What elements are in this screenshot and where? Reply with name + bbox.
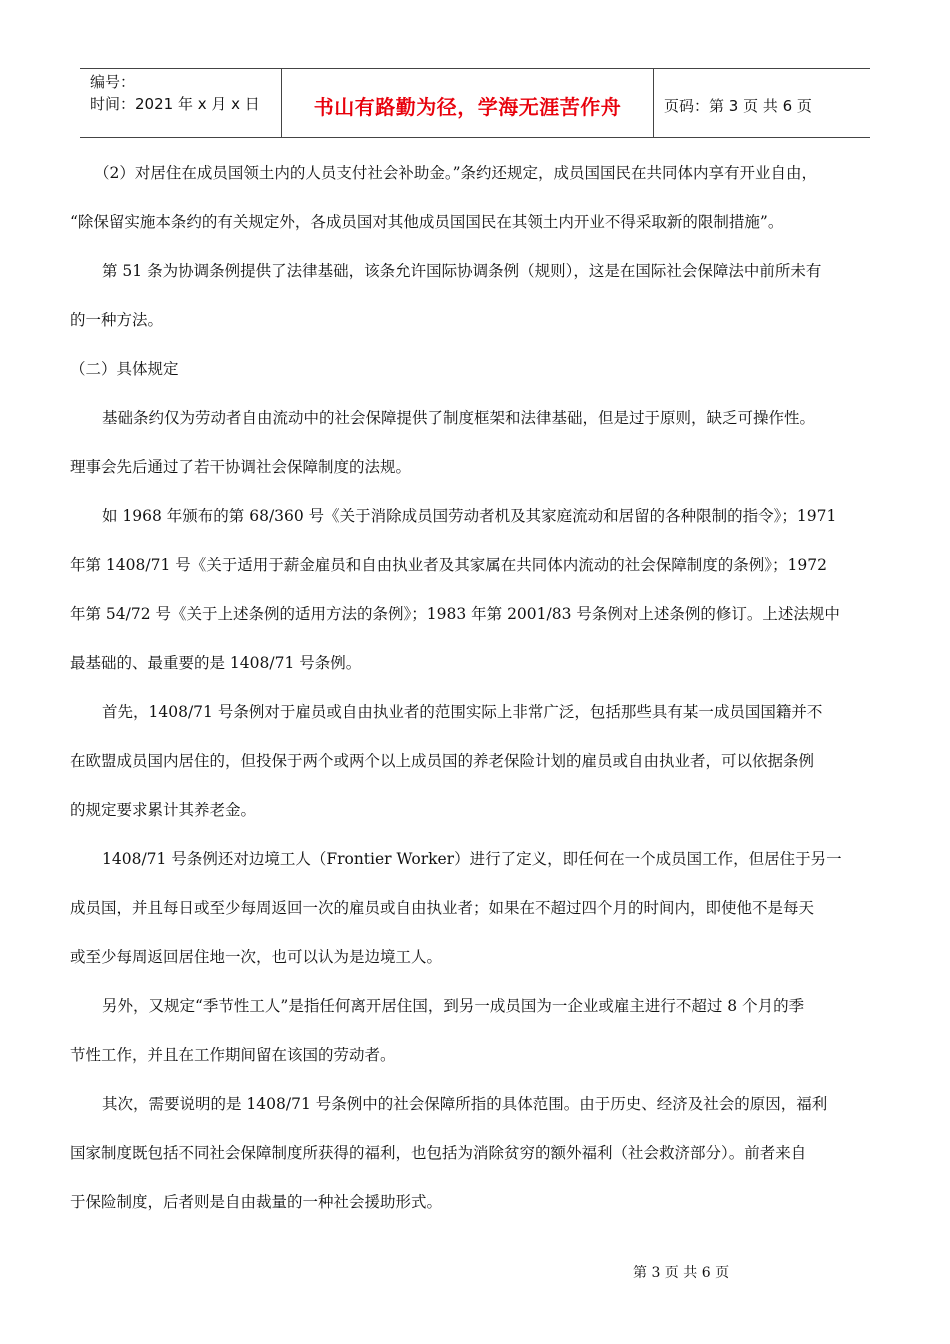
paragraph-line: 或至少每周返回居住地一次，也可以认为是边境工人。 xyxy=(70,948,443,966)
document-date: 时间：2021 年 x 月 x 日 xyxy=(90,95,260,113)
document-number-label: 编号： xyxy=(90,73,136,91)
paragraph-line: 成员国，并且每日或至少每周返回一次的雇员或自由执业者；如果在不超过四个月的时间内，即使他不是每天 xyxy=(70,899,815,917)
header-page-code: 页码：第 3 页 共 6 页 xyxy=(664,97,812,115)
paragraph-line: 首先，1408/71 号条例对于雇员或自由执业者的范围实际上非常广泛，包括那些具有某一成员国国籍并不 xyxy=(102,703,823,721)
document-body xyxy=(70,150,880,1227)
page-footer-number: 第 3 页 共 6 页 xyxy=(633,1265,730,1281)
paragraph-line: （2）对居住在成员国领土内的人员支付社会补助金。”条约还规定，成员国国民在共同体内享有开业自由， xyxy=(94,164,818,182)
paragraph-line: 1408/71 号条例还对边境工人（Frontier Worker）进行了定义，即任何在一个成员国工作，但居住于另一 xyxy=(102,850,842,868)
section-heading-text: （二）具体规定 xyxy=(70,360,179,378)
header-page-cell xyxy=(654,69,870,137)
header-left-cell xyxy=(80,69,282,137)
paragraph-1 xyxy=(70,149,880,247)
header-motto-cell xyxy=(282,69,654,137)
paragraph-3 xyxy=(70,394,880,492)
paragraph-line: 年第 1408/71 号《关于适用于薪金雇员和自由执业者及其家属在共同体内流动的社会保障制度的条例》；1972 xyxy=(70,556,827,574)
paragraph-line: 另外，又规定“季节性工人”是指任何离开居住国，到另一成员国为一企业或雇主进行不超过 8 个月的季 xyxy=(102,997,805,1015)
paragraph-line: 的一种方法。 xyxy=(70,311,164,329)
section-heading xyxy=(70,345,880,394)
paragraph-2 xyxy=(70,247,880,345)
paragraph-6 xyxy=(70,835,880,982)
paragraph-line: 第 51 条为协调条例提供了法律基础，该条允许国际协调条例（规则），这是在国际社会保障法中前所未有 xyxy=(102,262,822,280)
paragraph-line: 理事会先后通过了若干协调社会保障制度的法规。 xyxy=(70,458,412,476)
paragraph-line: 最基础的、最重要的是 1408/71 号条例。 xyxy=(70,654,362,672)
paragraph-5 xyxy=(70,688,880,835)
paragraph-8 xyxy=(70,1080,880,1227)
paragraph-line: 其次，需要说明的是 1408/71 号条例中的社会保障所指的具体范围。由于历史、经济及社会的原因，福利 xyxy=(102,1095,828,1113)
paragraph-line: 于保险制度，后者则是自由裁量的一种社会援助形式。 xyxy=(70,1193,443,1211)
paragraph-line: 年第 54/72 号《关于上述条例的适用方法的条例》；1983 年第 2001/83 号条例对上述条例的修订。上述法规中 xyxy=(70,605,840,623)
paragraph-line: 国家制度既包括不同社会保障制度所获得的福利，也包括为消除贫穷的额外福利（社会救济部分）。前者来自 xyxy=(70,1144,807,1162)
paragraph-4 xyxy=(70,492,880,688)
paragraph-line: 基础条约仅为劳动者自由流动中的社会保障提供了制度框架和法律基础，但是过于原则，缺乏可操作性。 xyxy=(102,409,816,427)
paragraph-7 xyxy=(70,982,880,1080)
page-header xyxy=(80,68,870,138)
paragraph-line: “除保留实施本条约的有关规定外，各成员国对其他成员国国民在其领土内开业不得采取新的限制措施”。 xyxy=(70,213,784,231)
paragraph-line: 如 1968 年颁布的第 68/360 号《关于消除成员国劳动者机及其家庭流动和居留的各种限制的指令》；1971 xyxy=(102,507,837,525)
paragraph-line: 节性工作，并且在工作期间留在该国的劳动者。 xyxy=(70,1046,396,1064)
paragraph-line: 的规定要求累计其养老金。 xyxy=(70,801,257,819)
header-motto: 书山有路勤为径，学海无涯苦作舟 xyxy=(313,95,622,119)
paragraph-line: 在欧盟成员国内居住的，但投保于两个或两个以上成员国的养老保险计划的雇员或自由执业者，可以依据条例 xyxy=(70,752,815,770)
